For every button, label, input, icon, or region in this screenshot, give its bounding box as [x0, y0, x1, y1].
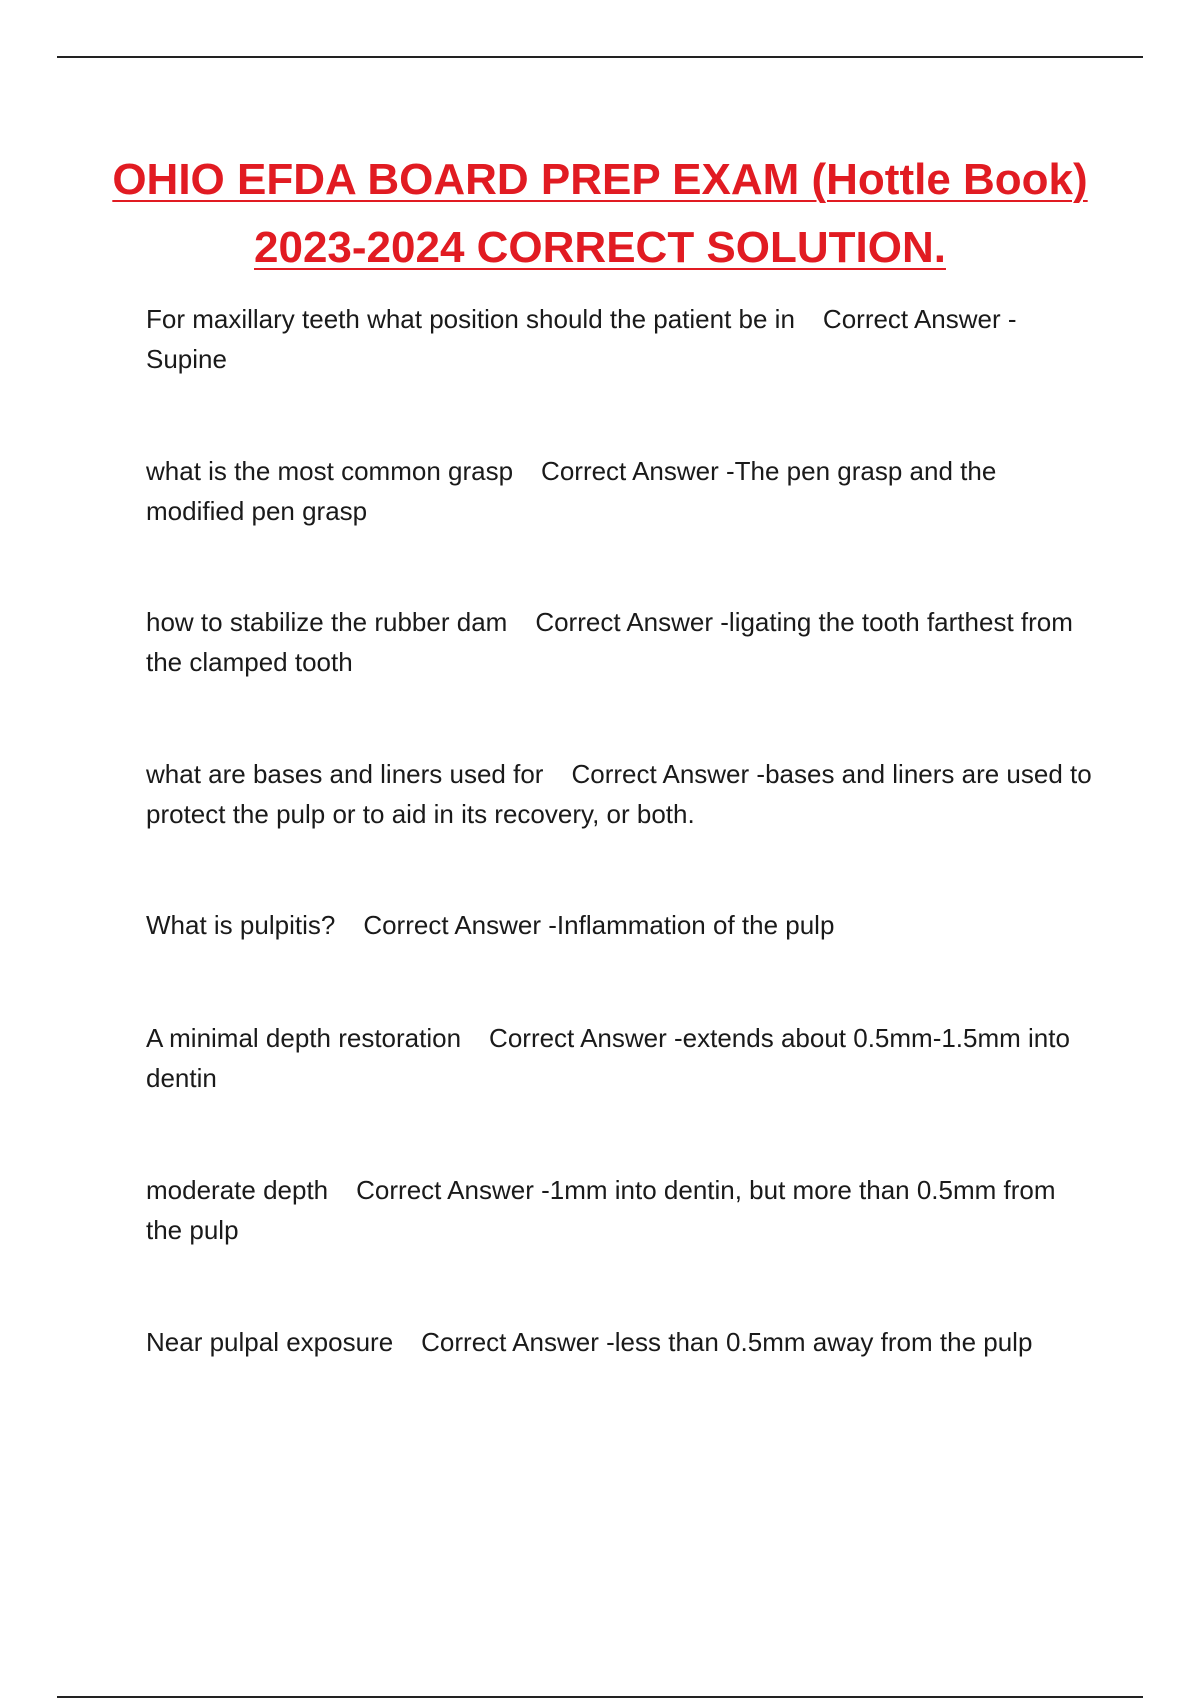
question-text: how to stabilize the rubber dam [146, 607, 508, 637]
answer-prefix: Correct Answer - [363, 910, 557, 940]
answer-text: ligating the tooth farthest from the clamped tooth [146, 607, 1073, 677]
answer-text: Supine [146, 344, 227, 374]
answer-text: less than 0.5mm away from the pulp [614, 1327, 1033, 1357]
question-text: what is the most common grasp [146, 456, 514, 486]
question-text: moderate depth [146, 1175, 329, 1205]
qa-item [146, 602, 1096, 682]
question-text: A minimal depth restoration [146, 1023, 462, 1053]
answer-text: extends about 0.5mm-1.5mm into dentin [146, 1023, 1070, 1093]
question-text: Near pulpal exposure [146, 1327, 394, 1357]
answer-prefix: Correct Answer - [571, 759, 766, 789]
qa-item [146, 451, 1096, 531]
answer-prefix: Correct Answer - [356, 1175, 550, 1205]
answer-prefix: Correct Answer - [541, 456, 735, 486]
answer-text: The pen grasp and the modified pen grasp [146, 456, 997, 526]
qa-item [146, 1322, 1096, 1362]
page-title-text: OHIO EFDA BOARD PREP EXAM (Hottle Book) 2023-2024 CORRECT SOLUTION. [112, 155, 1088, 272]
answer-prefix: Correct Answer - [421, 1327, 615, 1357]
answer-text: Inflammation of the pulp [556, 910, 835, 940]
bottom-divider [57, 1696, 1143, 1698]
answer-text: bases and liners are used to protect the pulp or to aid in its recovery, or both. [146, 759, 1092, 829]
top-divider [57, 56, 1143, 58]
answer-text: 1mm into dentin, but more than 0.5mm from the pulp [146, 1175, 1056, 1245]
qa-item [146, 905, 1096, 945]
answer-prefix: Correct Answer - [489, 1023, 683, 1053]
answer-prefix: Correct Answer - [822, 304, 1017, 334]
qa-item [146, 1018, 1096, 1098]
qa-item [146, 1170, 1096, 1250]
question-text: what are bases and liners used for [146, 759, 544, 789]
qa-item [146, 754, 1096, 834]
qa-item [146, 299, 1096, 379]
question-text: For maxillary teeth what position should the patient be in [146, 304, 795, 334]
answer-prefix: Correct Answer - [535, 607, 729, 637]
page-title [100, 146, 1100, 282]
question-text: What is pulpitis? [146, 910, 336, 940]
